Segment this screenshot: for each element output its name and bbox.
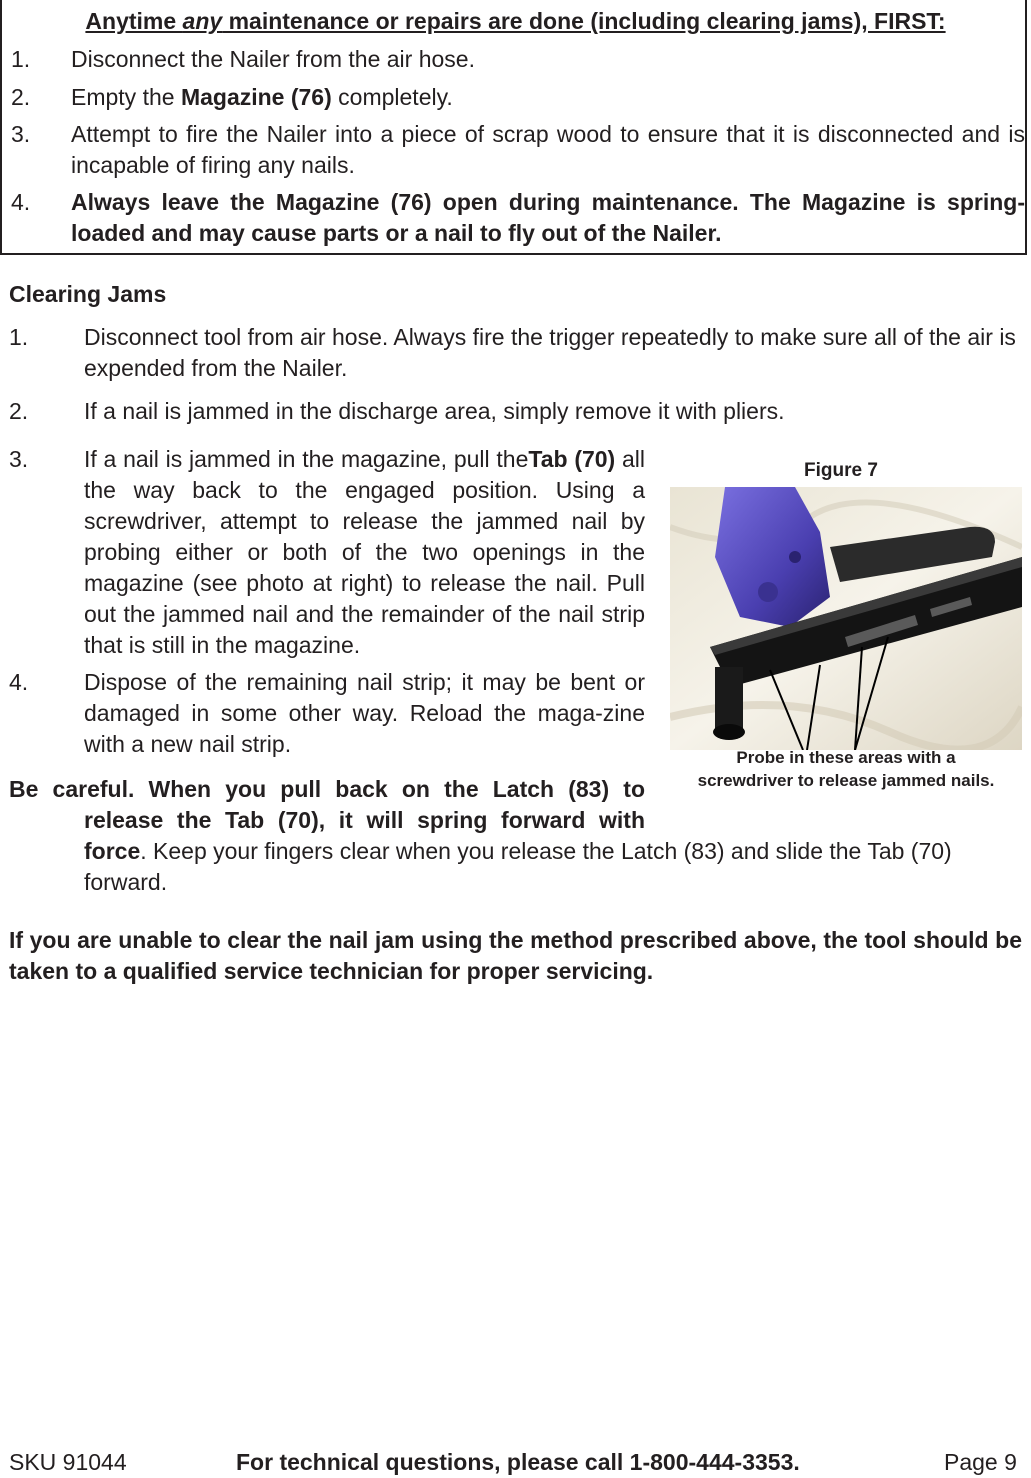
nailer-magazine-photo (670, 487, 1022, 750)
caution-line-2: release the Tab (70), it will spring forward with (84, 807, 645, 833)
footer-sku: SKU 91044 (9, 1449, 127, 1475)
caution-line-1: Be careful. When you pull back on the Latch (83) to (9, 776, 645, 802)
clearing-item-1-number: 1. (9, 324, 29, 350)
clearing-item-3-number: 3. (9, 446, 29, 472)
footer-tech-support: For technical questions, please call 1-800-444-3353. (236, 1449, 800, 1475)
clearing-item-3: If a nail is jammed in the magazine, pull theTab (70) all the way back to the engaged position. Using a screwdriver, attempt to release the jammed nail by probing either or both of the two openings in the magazine (see photo at right) to release the nail. Pull out the jammed nail and the remainder of the nail strip that is still in the magazine. (84, 446, 645, 658)
warning-item-1: Disconnect the Nailer from the air hose. (71, 46, 475, 72)
clearing-item-1: Disconnect tool from air hose. Always fire the trigger repeatedly to make sure all of the air is expended from the Nailer. (84, 324, 1016, 381)
figure-title: Figure 7 (804, 460, 878, 481)
warning-item-2: Empty the Magazine (76) completely. (71, 84, 453, 110)
clearing-jams-heading: Clearing Jams (9, 281, 167, 307)
caution-line-3: force. Keep your fingers clear when you release the Latch (83) and slide the Tab (70) forward. (84, 838, 952, 895)
warning-title: Anytime any maintenance or repairs are done (including clearing jams), FIRST: (85, 8, 946, 34)
clearing-item-4: Dispose of the remaining nail strip; it may be bent or damaged in some other way. Reload the maga-zine with a new nail strip. (84, 669, 645, 757)
warning-item-4-number: 4. (11, 189, 31, 215)
warning-item-1-number: 1. (11, 46, 31, 72)
service-note: If you are unable to clear the nail jam using the method prescribed above, the tool should be taken to a qualified service technician for proper servicing. (9, 927, 1022, 984)
warning-item-3-number: 3. (11, 121, 31, 147)
footer-page-number: Page 9 (944, 1449, 1017, 1475)
clearing-item-2-number: 2. (9, 398, 29, 424)
warning-item-3: Attempt to fire the Nailer into a piece of scrap wood to ensure that it is disconnected and is incapable of firing any nails. (71, 121, 1025, 178)
warning-item-4: Always leave the Magazine (76) open during maintenance. The Magazine is spring-loaded and may cause parts or a nail to fly out of the Nailer. (71, 189, 1025, 246)
figure-caption: Probe in these areas with a screwdriver to release jammed nails. (697, 748, 995, 790)
warning-box (0, 0, 1027, 255)
warning-item-2-number: 2. (11, 84, 31, 110)
clearing-item-2: If a nail is jammed in the discharge area, simply remove it with pliers. (84, 398, 785, 424)
clearing-item-4-number: 4. (9, 669, 29, 695)
